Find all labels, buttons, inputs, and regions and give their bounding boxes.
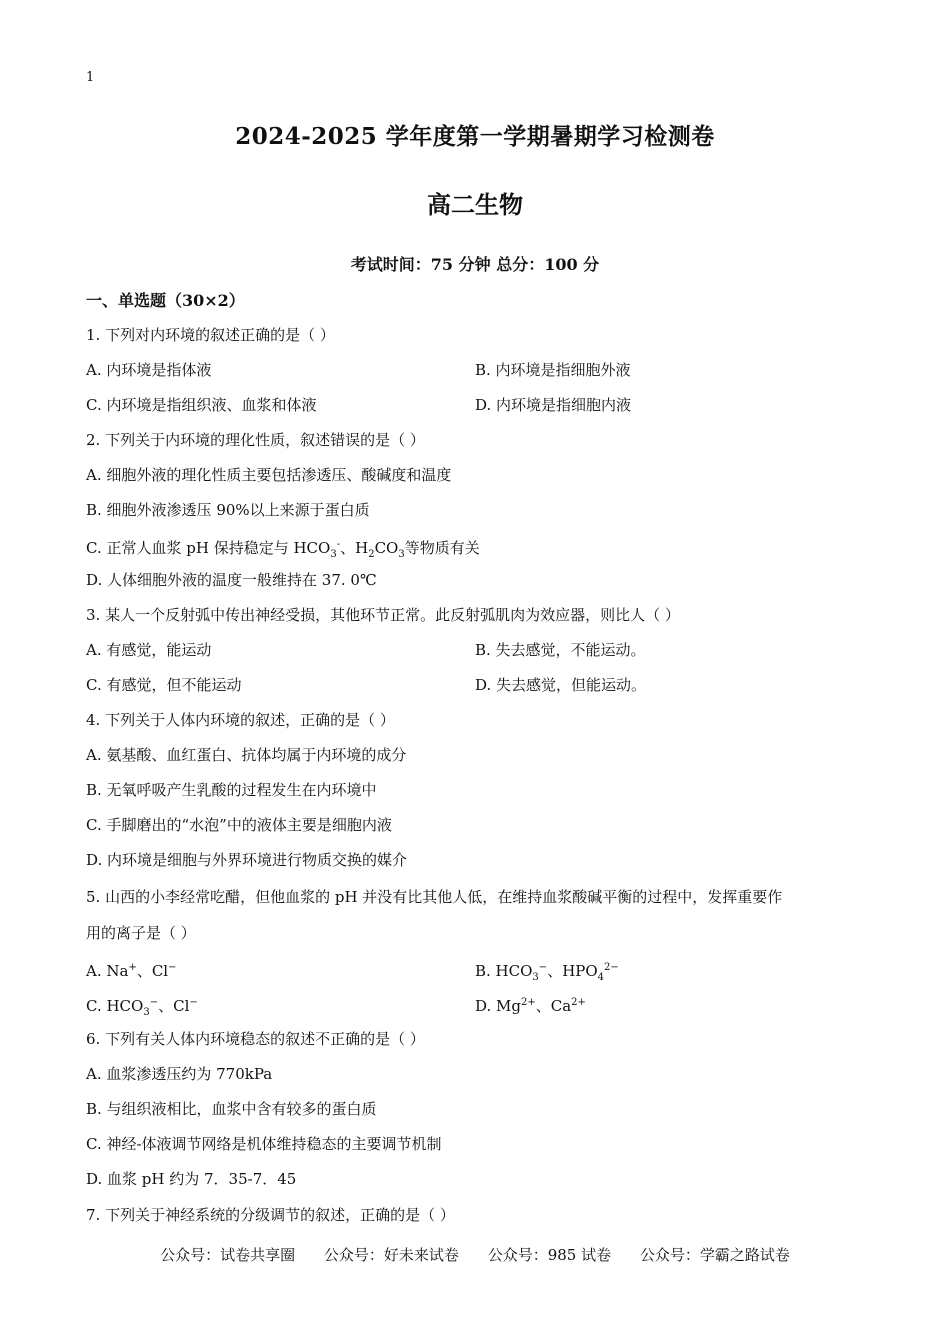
question-5-option-b (475, 957, 619, 989)
footer-item: 公众号：985 试卷 (487, 1246, 612, 1264)
subscript: 3 (398, 549, 405, 560)
question-6-option-a: A. 血浆渗透压约为 770kPa (86, 1065, 273, 1083)
question-4-option-d: D. 内环境是细胞与外界环境进行物质交换的媒介 (86, 851, 408, 869)
document-title: 2024-2025 学年度第一学期暑期学习检测卷 (235, 123, 715, 150)
superscript: − (189, 997, 198, 1008)
question-4-option-a: A. 氨基酸、血红蛋白、抗体均属于内环境的成分 (86, 746, 407, 764)
question-2-option-c (86, 534, 480, 566)
superscript: − (149, 997, 159, 1008)
question-7-stem: 7. 下列关于神经系统的分级调节的叙述，正确的是（ ） (86, 1206, 455, 1224)
question-4-option-c: C. 手脚磨出的“水泡”中的液体主要是细胞内液 (86, 816, 392, 834)
page-footer (0, 1244, 950, 1265)
question-6-stem: 6. 下列有关人体内环境稳态的叙述不正确的是（ ） (86, 1030, 425, 1048)
question-5-stem-line-2: 用的离子是（ ） (86, 924, 196, 942)
question-2-option-b: B. 细胞外液渗透压 90%以上来源于蛋白质 (86, 501, 370, 519)
text-fragment: 、Ca (535, 997, 572, 1015)
subscript: 3 (532, 972, 539, 983)
question-3-option-b: B. 失去感觉，不能运动。 (475, 641, 646, 659)
text-fragment: B. HCO (475, 962, 533, 980)
question-1-option-c: C. 内环境是指组织液、血浆和体液 (86, 396, 317, 414)
question-2-stem: 2. 下列关于内环境的理化性质，叙述错误的是（ ） (86, 431, 425, 449)
document-subtitle: 高二生物 (427, 190, 523, 219)
footer-item: 公众号：好未来试卷 (323, 1246, 459, 1264)
page-number: 1 (86, 70, 95, 85)
question-3-stem: 3. 某人一个反射弧中传出神经受损，其他环节正常。此反射弧肌肉为效应器，则比人（ ） (86, 606, 680, 624)
text-fragment: A. Na (86, 962, 129, 980)
question-6-option-d: D. 血浆 pH 约为 7．35-7．45 (86, 1170, 297, 1188)
footer-item: 公众号：试卷共享圈 (160, 1246, 296, 1264)
text-fragment: 、H (340, 539, 369, 557)
superscript: − (538, 962, 548, 973)
text-fragment: 等物质有关 (404, 539, 480, 557)
question-5-option-c (86, 992, 198, 1024)
question-5-option-a (86, 957, 177, 982)
superscript: 2+ (521, 997, 536, 1008)
question-1-stem: 1. 下列对内环境的叙述正确的是（ ） (86, 326, 335, 344)
question-2-option-a: A. 细胞外液的理化性质主要包括渗透压、酸碱度和温度 (86, 466, 452, 484)
text-fragment: 、Cl (136, 962, 169, 980)
text-fragment: 、HPO (547, 962, 598, 980)
question-3-option-c: C. 有感觉，但不能运动 (86, 676, 242, 694)
question-2-option-d: D. 人体细胞外液的温度一般维持在 37. 0℃ (86, 571, 377, 589)
section-heading: 一、单选题（30×2） (86, 291, 245, 310)
exam-info: 考试时间：75 分钟 总分：100 分 (350, 255, 600, 274)
text-fragment: C. HCO (86, 997, 144, 1015)
text-fragment: CO (374, 539, 399, 557)
question-1-option-b: B. 内环境是指细胞外液 (475, 361, 631, 379)
footer-item: 公众号：学霸之路试卷 (639, 1246, 790, 1264)
superscript: - (336, 539, 341, 550)
text-fragment: D. Mg (475, 997, 521, 1015)
question-1-option-a: A. 内环境是指体液 (86, 361, 212, 379)
text-fragment: 、Cl (158, 997, 190, 1015)
question-4-option-b: B. 无氧呼吸产生乳酸的过程发生在内环境中 (86, 781, 377, 799)
question-6-option-c: C. 神经-体液调节网络是机体维持稳态的主要调节机制 (86, 1135, 442, 1153)
superscript: 2− (604, 962, 619, 973)
text-fragment: C. 正常人血浆 pH 保持稳定与 HCO (86, 539, 331, 557)
subscript: 3 (330, 549, 337, 560)
question-5-option-d (475, 992, 586, 1017)
superscript: + (128, 962, 137, 973)
subscript: 4 (597, 972, 605, 983)
superscript: − (168, 962, 177, 973)
question-3-option-a: A. 有感觉，能运动 (86, 641, 212, 659)
subscript: 2 (368, 549, 375, 560)
subscript: 3 (143, 1007, 150, 1018)
question-5-stem-line-1: 5. 山西的小李经常吃醋，但他血浆的 pH 并没有比其他人低，在维持血浆酸碱平衡的过程中，发挥重要作 (86, 888, 783, 906)
question-1-option-d: D. 内环境是指细胞内液 (475, 396, 632, 414)
question-3-option-d: D. 失去感觉，但能运动。 (475, 676, 647, 694)
question-4-stem: 4. 下列关于人体内环境的叙述，正确的是（ ） (86, 711, 395, 729)
superscript: 2+ (571, 997, 586, 1008)
question-6-option-b: B. 与组织液相比，血浆中含有较多的蛋白质 (86, 1100, 377, 1118)
